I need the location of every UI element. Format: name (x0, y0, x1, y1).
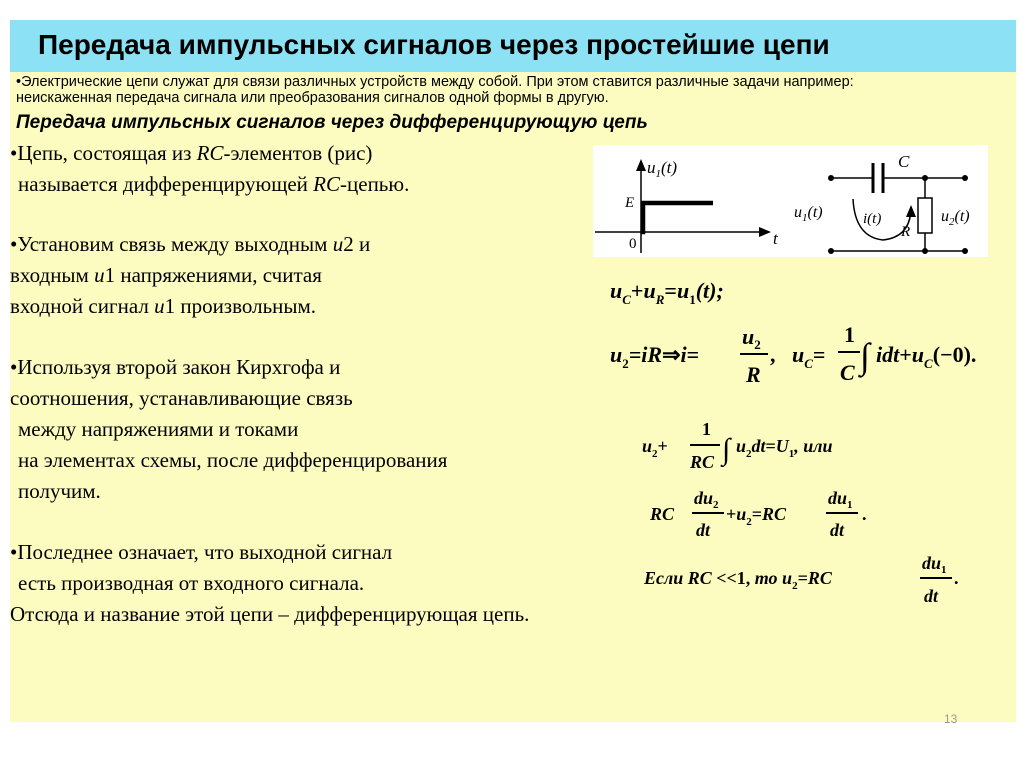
step-signal-graph (595, 158, 779, 253)
eq4-frac2-num: $du_1$ (828, 488, 853, 511)
node-top (922, 175, 928, 181)
resistor-body (918, 198, 932, 233)
intro-line-2: неискаженная передача сигнала или преобразования сигналов одной формы в другую. (16, 90, 609, 106)
eq2-integral: ∫ (860, 336, 870, 376)
eq5-condition: Если RC <<1, то $u_2=RC$ (644, 568, 832, 592)
equation-1 (608, 272, 778, 316)
eq3-tail: $u_2dt=U_1$, или (736, 436, 833, 460)
eq2-frac-num: $u_2$ (742, 324, 761, 352)
eq4-rc: RC (650, 504, 675, 524)
capacitor-label: C (898, 152, 910, 171)
section-subtitle: Передача импульсных сигналов через дифференцирующую цепь (16, 112, 648, 133)
input-voltage-label: $u_1(t)$ (794, 204, 823, 224)
eq2-frac2-den: C (840, 360, 855, 385)
slide-title: Передача импульсных сигналов через простейшие цепи (38, 29, 830, 60)
graph-u1-label: $u_1(t)$ (647, 158, 678, 180)
title-bar (10, 20, 1016, 73)
equation-3 (640, 418, 910, 478)
input-terminal-bottom (828, 248, 834, 254)
eq3-frac-den: RC (690, 452, 715, 472)
eq2-frac2-num: 1 (844, 322, 855, 347)
p3-line-2: соотношения, устанавливающие связь (10, 386, 353, 410)
p3-line-5: получим. (18, 479, 101, 503)
input-terminal-top (828, 175, 834, 181)
output-voltage-label: $u_2(t)$ (941, 208, 970, 228)
eq5-dot: . (954, 568, 959, 588)
p4-line-1: •Последнее означает, что выходной сигнал (10, 540, 393, 564)
eq3-frac-num: 1 (702, 419, 711, 439)
equation-2 (608, 320, 1008, 394)
eq2-left: $u_2=iR\Rightarrow i=$ (610, 342, 700, 371)
p3-line-1: •Используя второй закон Кирхгофа и (10, 355, 341, 379)
resistor-label: R (901, 224, 911, 240)
p1-line-2: называется дифференцирующей RC-цепью. (18, 172, 410, 196)
equation-5 (642, 552, 982, 612)
p3-line-3: между напряжениями и токами (18, 417, 299, 441)
eq4-frac1-num: $du_2$ (694, 488, 719, 511)
paragraph-1 (10, 138, 409, 200)
p2-line-3: входной сигнал u1 произвольным. (10, 294, 317, 318)
eq1-text: $u_C+u_R=u_1(t)$; (610, 278, 724, 307)
eq5-frac-den: dt (924, 586, 939, 606)
page-number: 13 (944, 712, 958, 726)
rc-circuit (794, 152, 970, 254)
p3-line-4: на элементах схемы, после дифференцирования (18, 448, 448, 472)
graph-origin-label: 0 (629, 236, 637, 252)
p2-line-2: входным u1 напряжениями, считая (10, 263, 322, 287)
paragraph-2 (10, 229, 370, 322)
eq2-comma: , (770, 342, 776, 367)
eq2-uc: $u_C=$ (792, 342, 826, 371)
p4-line-3: Отсюда и название этой цепи – дифференцирующая цепь. (10, 602, 530, 626)
eq3-integral: ∫ (722, 433, 731, 466)
graph-t-label: t (773, 229, 778, 248)
paragraph-3 (10, 352, 447, 507)
node-bottom (922, 248, 928, 254)
p2-line-1: •Установим связь между выходным u2 и (10, 232, 371, 256)
eq4-dot: . (862, 504, 867, 524)
eq2-tail: $idt+u_C(-0)$. (876, 342, 977, 371)
eq3-left: $u_2+$ (642, 436, 668, 460)
intro-line-1: •Электрические цепи служат для связи различных устройств между собой. При этом ставится различные задачи например: (16, 74, 854, 90)
paragraph-4 (10, 537, 529, 630)
eq2-frac-den: R (746, 362, 761, 387)
current-label: i(t) (863, 211, 882, 227)
eq5-frac-num: $du_1$ (922, 553, 947, 576)
eq4-frac1-den: dt (696, 520, 711, 540)
step-waveform (641, 203, 713, 232)
graph-e-label: E (625, 195, 635, 211)
rc-circuit-figure (593, 145, 988, 257)
eq4-mid: $+u_2=RC$ (726, 504, 787, 528)
eq4-frac2-den: dt (830, 520, 845, 540)
intro-text (16, 74, 1006, 106)
equation-4 (648, 486, 888, 546)
p4-line-2: есть производная от входного сигнала. (18, 571, 365, 595)
output-terminal-bottom (962, 248, 968, 254)
p1-line-1: •Цепь, состоящая из RC-элементов (рис) (10, 141, 373, 165)
output-terminal-top (962, 175, 968, 181)
